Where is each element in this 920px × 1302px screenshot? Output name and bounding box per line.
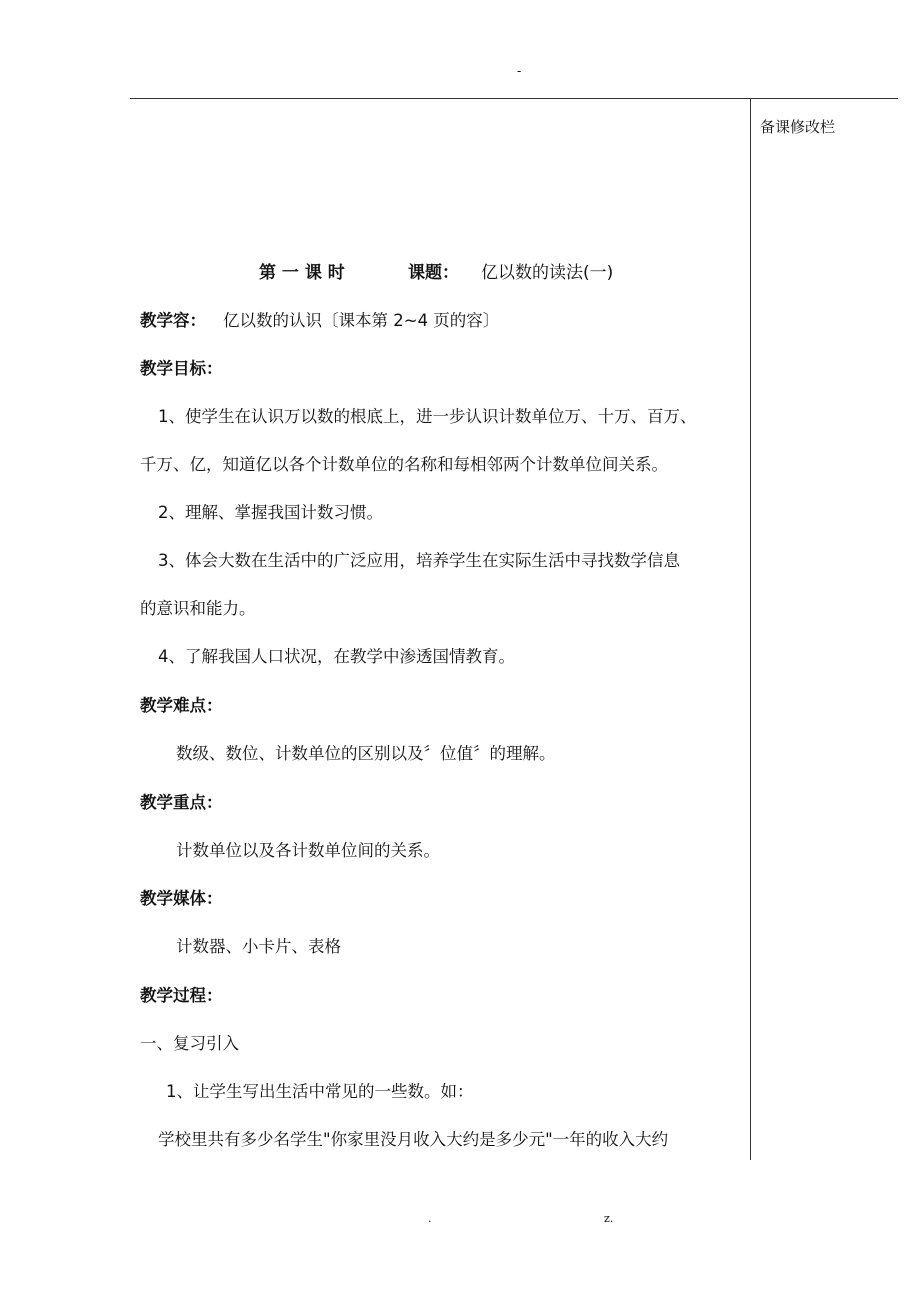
header-rule (130, 98, 898, 99)
sidebar-title: 备课修改栏 (760, 118, 836, 136)
goal-1-line-2: 千万、亿，知道亿以各个计数单位的名称和每相邻两个计数单位间关系。 (140, 455, 668, 474)
content-label: 教学容： (140, 311, 206, 330)
goals-label: 教学目标： (140, 359, 223, 378)
margin-column-divider (750, 98, 751, 1160)
goal-1-line-1: 1、使学生在认识万以数的根底上，进一步认识计数单位万、十万、百万、 (158, 407, 697, 426)
header-mark: - (517, 64, 522, 78)
difficulty-text: 数级、数位、计数单位的区别以及〞位值〞的理解。 (176, 744, 556, 763)
lesson-period: 第 一 课 时 (259, 263, 345, 283)
goal-4: 4、了解我国人口状况，在教学中渗透国情教育。 (158, 647, 515, 666)
process-section-1: 一、复习引入 (140, 1034, 239, 1053)
media-text: 计数器、小卡片、表格 (176, 937, 341, 956)
goal-3-line-2: 的意识和能力。 (140, 599, 256, 618)
process-example: 学校里共有多少名学生"你家里没月收入大约是多少元"一年的收入大约 (158, 1130, 669, 1149)
goal-2: 2、理解、掌握我国计数习惯。 (158, 503, 383, 522)
difficulty-label: 教学难点： (140, 696, 223, 715)
goal-3-line-1: 3、体会大数在生活中的广泛应用，培养学生在实际生活中寻找数学信息 (158, 551, 680, 570)
process-label: 教学过程： (140, 986, 223, 1005)
lesson-topic: 亿以数的读法(一) (481, 263, 614, 283)
process-step-1: 1、让学生写出生活中常见的一些数。如： (166, 1082, 474, 1101)
lesson-topic-label: 课题： (408, 263, 459, 283)
key-points-label: 教学重点： (140, 793, 223, 812)
content-text: 亿以数的认识〔课本第 2~4 页的容〕 (223, 311, 500, 330)
footer-right-mark: z. (604, 1212, 614, 1225)
key-points-text: 计数单位以及各计数单位间的关系。 (176, 841, 440, 860)
media-label: 教学媒体： (140, 889, 223, 908)
footer-left-mark: . (428, 1212, 432, 1225)
